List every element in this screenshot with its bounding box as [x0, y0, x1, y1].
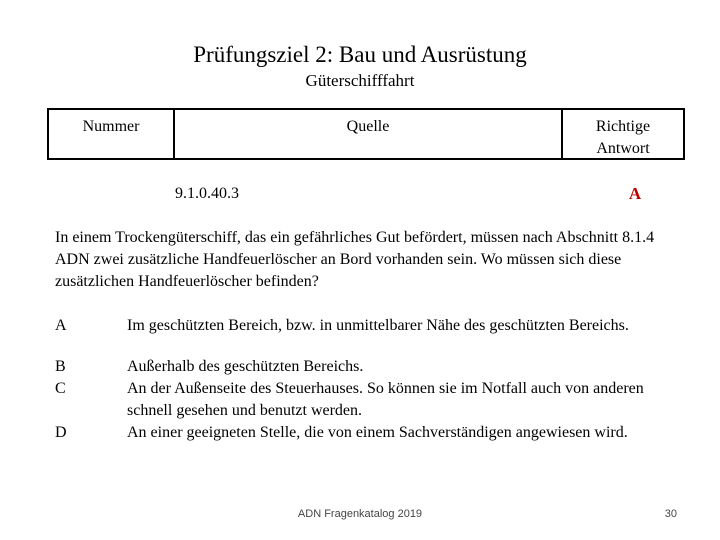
column-header-number: Nummer — [82, 118, 140, 135]
source-reference: 9.1.0.40.3 — [175, 185, 239, 202]
option-text-c: An der Außenseite des Steuerhauses. So können sie im Notfall auch von anderen schnell gesehen und benutzt werden. — [127, 380, 644, 419]
column-header-source: Quelle — [346, 118, 390, 135]
correct-answer: A — [628, 184, 642, 203]
option-text-b: Außerhalb des geschützten Bereichs. — [127, 358, 364, 375]
option-letter-d: D — [55, 424, 67, 441]
option-letter-c: C — [55, 380, 66, 397]
column-header-answer — [563, 116, 683, 160]
page-title: Prüfungsziel 2: Bau und Ausrüstung — [193, 42, 527, 67]
page-subtitle: Güterschifffahrt — [305, 71, 415, 90]
column-header-answer-line1: Richtige — [595, 118, 651, 135]
header-table — [47, 108, 685, 160]
column-header-answer-line2: Antwort — [596, 140, 650, 157]
question-text: In einem Trockengüterschiff, das ein gefährliches Gut befördert, müssen nach Abschnitt 8.1.4 ADN zwei zusätzliche Handfeuerlöscher an Bord vorhanden sein. Wo müssen sich diese zusätzlichen Handfeuerlöscher befinden? — [55, 229, 655, 290]
option-text-a: Im geschützten Bereich, bzw. in unmittelbarer Nähe des geschützten Bereichs. — [127, 317, 629, 334]
footer-catalog: ADN Fragenkatalog 2019 — [297, 508, 423, 520]
option-letter-a: A — [55, 317, 67, 334]
option-text-d: An einer geeigneten Stelle, die von einem Sachverständigen angewiesen wird. — [127, 424, 628, 441]
page-number: 30 — [664, 508, 677, 520]
option-letter-b: B — [55, 358, 66, 375]
